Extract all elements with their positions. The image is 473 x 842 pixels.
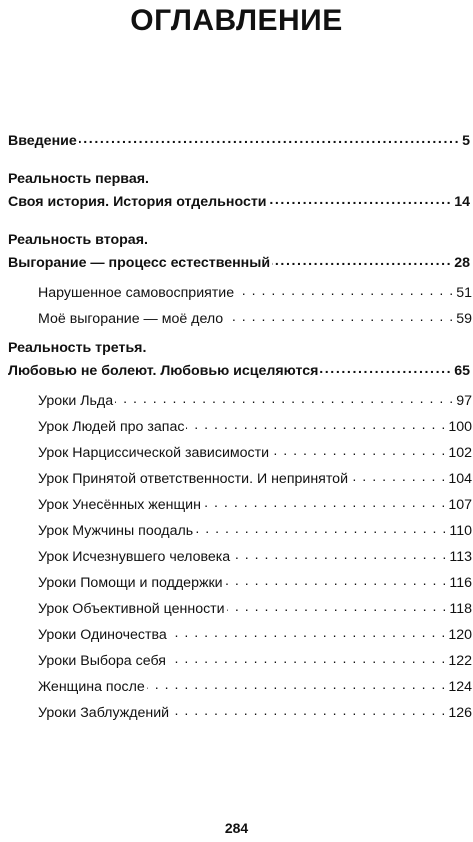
toc-entry-title: Урок Принятой ответственности. И непринятой [38, 471, 348, 488]
toc-subentry[interactable] [38, 547, 472, 565]
toc-section-heading-3 [8, 340, 470, 356]
toc-entry-title: Своя история. История отдельности [8, 194, 267, 211]
toc-entry-title: Урок Нарциссической зависимости [38, 445, 270, 462]
toc-subentry[interactable] [38, 309, 472, 327]
dot-leader [232, 547, 447, 561]
dot-leader [269, 192, 453, 206]
section-heading: Реальность первая. [8, 171, 149, 187]
toc-subentry[interactable] [38, 703, 472, 721]
dot-leader [225, 309, 454, 323]
toc-subentry[interactable] [38, 599, 472, 617]
toc-entry-page: 100 [448, 419, 472, 436]
toc-entry-page: 122 [448, 653, 472, 670]
dot-leader [115, 391, 454, 405]
toc-subentry[interactable] [38, 677, 472, 695]
toc-entry-page: 28 [454, 255, 470, 272]
toc-entry-burnout[interactable] [8, 253, 470, 271]
section-heading: Реальность вторая. [8, 232, 148, 248]
dot-leader [195, 521, 447, 535]
page-number: 284 [224, 820, 249, 836]
toc-entry-title: Уроки Выбора себя [38, 653, 166, 670]
dot-leader [186, 417, 446, 431]
toc-entry-love[interactable] [8, 361, 470, 379]
toc-entry-page: 97 [456, 393, 472, 410]
toc-subentry[interactable] [38, 625, 472, 643]
dot-leader [168, 651, 446, 665]
dot-leader [350, 469, 446, 483]
toc-entry-title: Женщина после [38, 679, 145, 696]
toc-entry-page: 65 [454, 363, 470, 380]
dot-leader [271, 443, 446, 457]
dot-leader [225, 573, 448, 587]
toc-entry-title: Урок Исчезнувшего человека [38, 549, 231, 566]
toc-entry-page: 126 [448, 705, 472, 722]
toc-subentry[interactable] [38, 521, 472, 539]
dot-leader [79, 131, 460, 145]
toc-entry-title: Урок Мужчины поодаль [38, 523, 194, 540]
toc-section-heading-2 [8, 232, 470, 248]
toc-entry-title: Любовью не болеют. Любовью исцеляются [8, 363, 319, 380]
toc-section-heading-1 [8, 171, 470, 187]
dot-leader [227, 599, 448, 613]
toc-entry-title: Моё выгорание — моё дело [38, 311, 224, 328]
toc-entry-page: 51 [456, 285, 472, 302]
dot-leader [272, 253, 452, 267]
toc-entry-own-story[interactable] [8, 192, 470, 210]
dot-leader [236, 283, 454, 297]
toc-subentry[interactable] [38, 573, 472, 591]
toc-entry-page: 59 [456, 311, 472, 328]
toc-entry-title: Введение [8, 133, 77, 150]
toc-subentry[interactable] [38, 443, 472, 461]
dot-leader [320, 361, 452, 375]
toc-subentry[interactable] [38, 651, 472, 669]
toc-entry-page: 113 [449, 549, 472, 566]
toc-entry-title: Урок Людей про запас [38, 419, 185, 436]
toc-entry-title: Урок Объективной ценности [38, 601, 225, 618]
dot-leader [147, 677, 447, 691]
toc-subentry[interactable] [38, 417, 472, 435]
toc-entry-page: 104 [448, 471, 472, 488]
toc-entry-page: 102 [448, 445, 472, 462]
toc-entry-title: Уроки Одиночества [38, 627, 167, 644]
toc-entry-title: Уроки Льда [38, 393, 114, 410]
toc-subentry[interactable] [38, 283, 472, 301]
toc-entry-title: Уроки Помощи и поддержки [38, 575, 223, 592]
toc-entry-page: 110 [449, 523, 472, 540]
toc-entry-page: 118 [449, 601, 472, 618]
toc-entry-page: 14 [454, 194, 470, 211]
toc-entry-page: 5 [462, 133, 470, 150]
dot-leader [171, 703, 446, 717]
toc-entry-page: 120 [448, 627, 472, 644]
toc-subentry[interactable] [38, 391, 472, 409]
toc-entry-title: Нарушенное самовосприятие [38, 285, 235, 302]
toc-entry-page: 116 [449, 575, 472, 592]
toc-entry-page: 124 [448, 679, 472, 696]
page-title: ОГЛАВЛЕНИЕ [130, 4, 343, 37]
toc-entry-title: Урок Унесённых женщин [38, 497, 201, 514]
toc-entry-introduction[interactable] [8, 131, 470, 149]
toc-entry-title: Уроки Заблуждений [38, 705, 170, 722]
toc-subentry[interactable] [38, 469, 472, 487]
toc-subentry[interactable] [38, 495, 472, 513]
toc-entry-page: 107 [448, 497, 472, 514]
section-heading: Реальность третья. [8, 340, 147, 356]
dot-leader [169, 625, 447, 639]
toc-entry-title: Выгорание — процесс естественный [8, 255, 271, 272]
dot-leader [203, 495, 446, 509]
